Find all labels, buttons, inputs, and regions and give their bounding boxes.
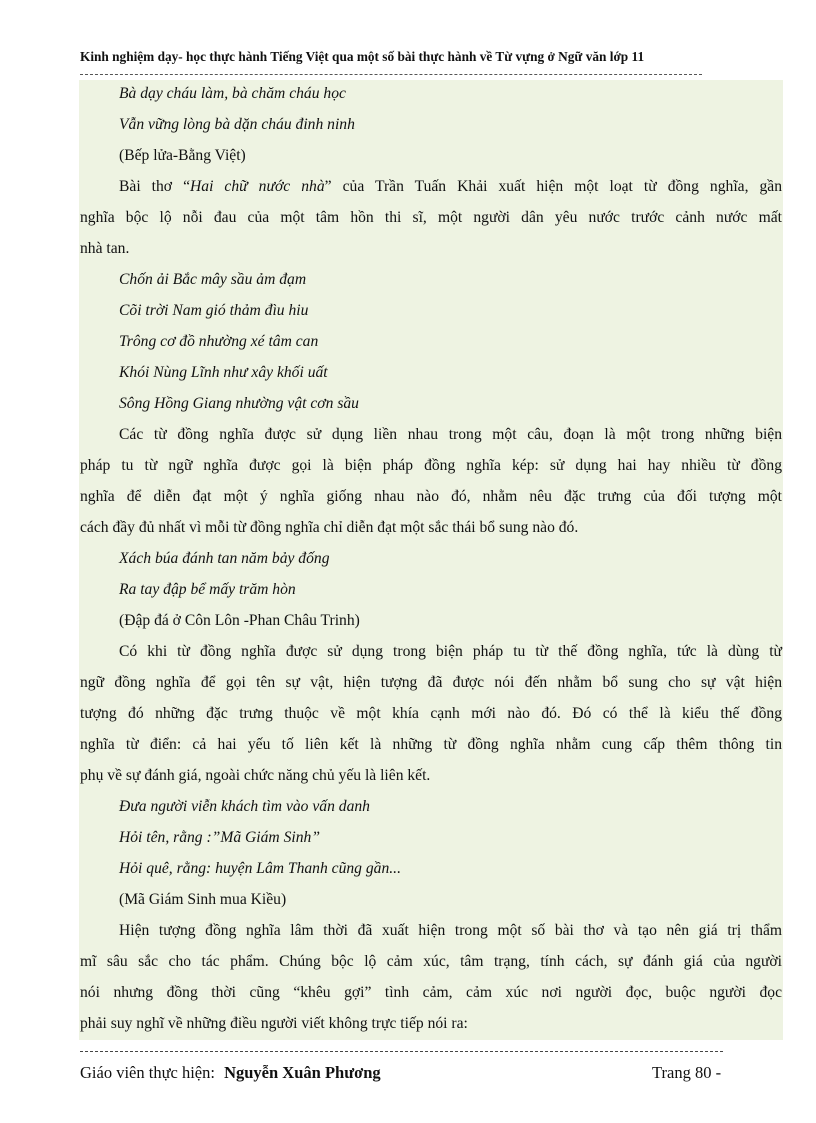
paragraph-line: mĩ sâu sắc cho tác phẩm. Chúng bộc lộ cảm xúc, tâm trạng, tính cách, sự đánh giá của người <box>80 953 782 970</box>
paragraph-line: nghĩa để diễn đạt một ý nghĩa giống nhau nào đó, nhằm nêu đặc trưng của đối tượng một <box>80 488 782 505</box>
page-body <box>79 80 783 1040</box>
poem-line: Trông cơ đồ nhường xé tâm can <box>119 333 319 350</box>
poem-line: Chốn ải Bắc mây sầu ảm đạm <box>119 271 307 288</box>
poem-line: Đưa người viễn khách tìm vào vấn danh <box>119 798 370 815</box>
poem-line: Bà dạy cháu làm, bà chăm cháu học <box>119 85 346 102</box>
paragraph-line: Các từ đồng nghĩa được sử dụng liền nhau trong một câu, đoạn là một trong những biện <box>119 426 782 443</box>
paragraph-line: nghĩa bộc lộ nỗi đau của một tâm hồn thi sĩ, một người dân yêu nước trước cảnh nước mất <box>80 209 782 226</box>
paragraph-line: Có khi từ đồng nghĩa được sử dụng trong biện pháp tu từ thế đồng nghĩa, tức là dùng từ <box>119 643 782 660</box>
footer-teacher <box>80 1063 381 1083</box>
paragraph-line: nói nhưng đồng thời cũng “khêu gợi” tình cảm, cảm xúc nơi người đọc, buộc người đọc <box>80 984 782 1001</box>
poem-line: Khói Nùng Lĩnh như xây khối uất <box>119 364 328 381</box>
footer-divider <box>80 1051 723 1052</box>
paragraph-line: pháp tu từ ngữ nghĩa được gọi là biện pháp đồng nghĩa kép: sử dụng hai hay nhiều từ đồng <box>80 457 782 474</box>
teacher-name: Nguyễn Xuân Phương <box>224 1063 381 1082</box>
page-number: Trang 80 - <box>652 1063 722 1082</box>
paragraph-line: phải suy nghĩ về những điều người viết không trực tiếp nói ra: <box>80 1015 468 1032</box>
poem-line: Hỏi tên, rằng :”Mã Giám Sinh” <box>119 829 320 846</box>
paragraph-line: nghĩa từ điển: cả hai yếu tố liên kết là những từ đồng nghĩa nhằm cung cấp thêm thông tin <box>80 736 782 753</box>
paragraph-line: tượng đó những đặc trưng thuộc về một khía cạnh mới nào đó. Đó có thể là kiểu thế đồng <box>80 705 782 722</box>
paragraph-line: ngữ đồng nghĩa để gọi tên sự vật, hiện tượng đã được nói đến nhằm bổ sung cho sự vật hiện <box>80 674 782 691</box>
page-header: Kinh nghiệm dạy- học thực hành Tiếng Việt qua một số bài thực hành về Từ vựng ở Ngữ văn lớp 11 <box>80 49 645 64</box>
paragraph-line: Bài thơ “Hai chữ nước nhà” của Trần Tuấn Khải xuất hiện một loạt từ đồng nghĩa, gần <box>119 178 783 195</box>
citation: (Đập đá ở Côn Lôn -Phan Châu Trinh) <box>119 612 360 629</box>
poem-line: Sông Hồng Giang nhường vật cơn sầu <box>119 395 359 412</box>
paragraph-line: phụ về sự đánh giá, ngoài chức năng chủ yếu là liên kết. <box>80 767 431 784</box>
paragraph-line: cách đầy đủ nhất vì mỗi từ đồng nghĩa chỉ diễn đạt một sắc thái bổ sung nào đó. <box>80 519 579 536</box>
paragraph-line: Hiện tượng đồng nghĩa lâm thời đã xuất hiện trong một số bài thơ và tạo nên giá trị thẩm <box>119 922 782 939</box>
paragraph-line: nhà tan. <box>80 240 130 257</box>
poem-line: Ra tay đập bể mấy trăm hòn <box>119 581 296 598</box>
header-divider <box>80 74 702 75</box>
poem-line: Cõi trời Nam gió thảm đìu hiu <box>119 302 309 319</box>
poem-line: Vẫn vững lòng bà dặn cháu đinh ninh <box>119 116 355 133</box>
teacher-label: Giáo viên thực hiện: <box>80 1063 215 1082</box>
poem-line: Hỏi quê, rằng: huyện Lâm Thanh cũng gần... <box>119 860 401 877</box>
citation: (Bếp lửa-Bằng Việt) <box>119 147 246 164</box>
poem-line: Xách búa đánh tan năm bảy đống <box>119 550 330 567</box>
citation: (Mã Giám Sinh mua Kiều) <box>119 891 287 908</box>
